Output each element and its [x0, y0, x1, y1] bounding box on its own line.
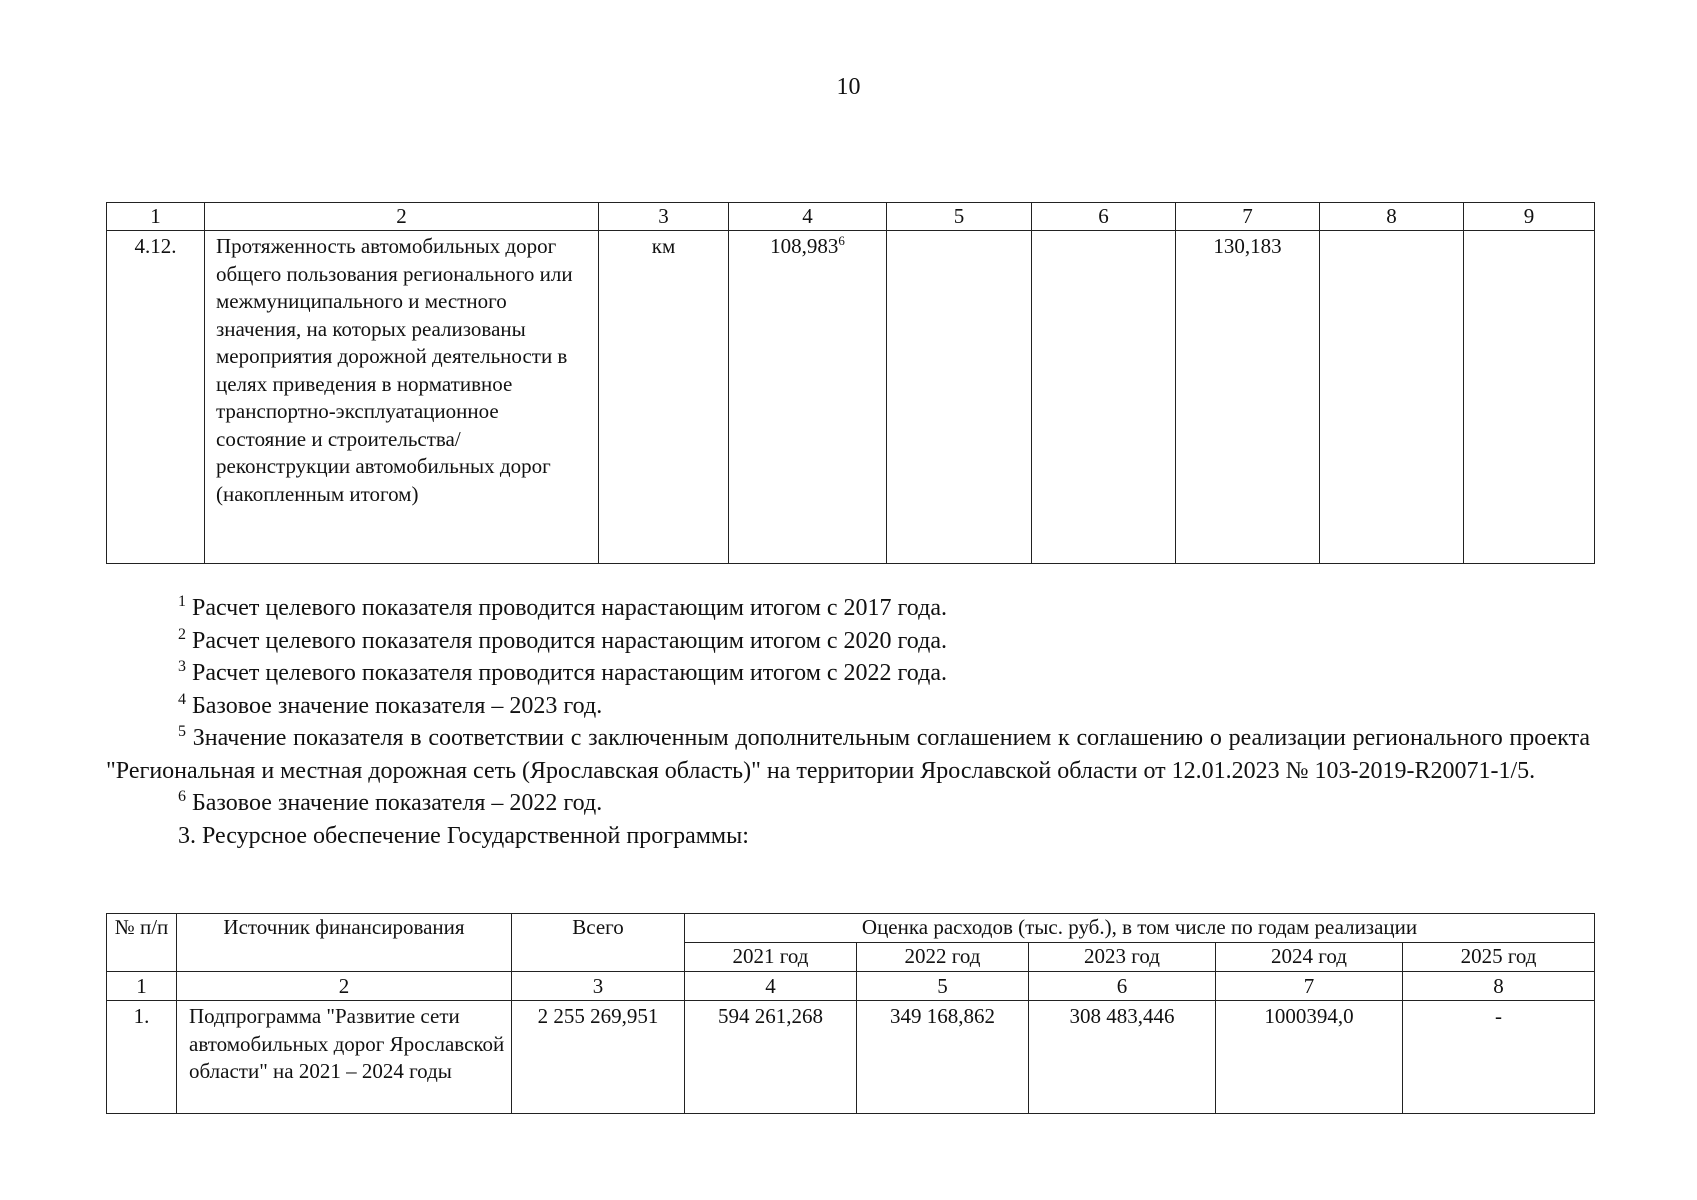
footnote-marker: 3: [178, 658, 186, 675]
footnote: [106, 592, 1590, 625]
header-cell: 1: [107, 203, 205, 231]
value-col5: [887, 231, 1032, 564]
footnote-text: Базовое значение показателя – 2022 год.: [186, 790, 603, 816]
footnote-text: Базовое значение показателя – 2023 год.: [186, 692, 603, 719]
funding-source: Подпрограмма "Развитие сети автомобильных дорог Ярославской области" на 2021 – 2024 годы: [177, 1001, 512, 1114]
column-number: 6: [1029, 972, 1216, 1001]
year-2024-cell: 1000394,0: [1216, 1001, 1403, 1114]
column-number: 3: [512, 972, 685, 1001]
indicator-table: [106, 202, 1595, 564]
column-number: 2: [177, 972, 512, 1001]
column-number: 1: [107, 972, 177, 1001]
resource-table: [106, 913, 1595, 1114]
unit-cell: км: [599, 231, 729, 564]
year-2021-cell: 594 261,268: [685, 1001, 857, 1114]
header-cell: 8: [1320, 203, 1464, 231]
header-year: 2023 год: [1029, 943, 1216, 972]
footnote-text: Расчет целевого показателя проводится нарастающим итогом с 2017 года.: [186, 595, 947, 621]
column-number: 8: [1403, 972, 1595, 1001]
header-year: 2022 год: [857, 943, 1029, 972]
resource-colnum-row: [107, 972, 1595, 1001]
header-year: 2025 год: [1403, 943, 1595, 972]
header-cell: 5: [887, 203, 1032, 231]
footnote-marker: 1: [178, 593, 186, 610]
header-cell: 4: [729, 203, 887, 231]
indicator-name: Протяженность автомобильных дорог общего пользования регионального или межмуниципального и местного значения, на которых реализованы мероприятия дорожной деятельности в целях приведения в нормативное транспортно-эксплуатационное состояние и строительства/реконструкции автомобильных дорог (накопленным итогом): [205, 231, 599, 564]
header-cell: 9: [1464, 203, 1595, 231]
footnote: [106, 690, 1590, 723]
page-number: 10: [836, 74, 861, 100]
row-number: 1.: [107, 1001, 177, 1114]
column-number: 4: [685, 972, 857, 1001]
column-number: 5: [857, 972, 1029, 1001]
indicator-header-row: [107, 203, 1595, 231]
header-total: Всего: [512, 914, 685, 972]
header-cell: 6: [1032, 203, 1176, 231]
value-col6: [1032, 231, 1176, 564]
value-col4-number: 108,983: [770, 234, 839, 258]
footnote-ref: 6: [838, 233, 845, 248]
header-cell: 7: [1176, 203, 1320, 231]
total-cell: 2 255 269,951: [512, 1001, 685, 1114]
section-title: 3. Ресурсное обеспечение Государственной программы:: [178, 822, 749, 849]
value-col9: [1464, 231, 1595, 564]
header-cell: 2: [205, 203, 599, 231]
footnote-marker: 4: [178, 690, 186, 708]
footnote-marker: 2: [178, 625, 186, 643]
footnote: [106, 787, 1590, 820]
footnote-text: Расчет целевого показателя проводится нарастающим итогом с 2020 года.: [186, 627, 947, 654]
footnotes: [106, 592, 1590, 852]
header-num: № п/п: [107, 914, 177, 972]
resource-header-row: [107, 914, 1595, 943]
footnote: [106, 657, 1590, 690]
indicator-row: [107, 231, 1595, 564]
resource-row: [107, 1001, 1595, 1114]
year-2023-cell: 308 483,446: [1029, 1001, 1216, 1114]
column-number: 7: [1216, 972, 1403, 1001]
footnote: [106, 722, 1590, 787]
year-2022-cell: 349 168,862: [857, 1001, 1029, 1114]
value-col7: 130,183: [1176, 231, 1320, 564]
header-year: 2021 год: [685, 943, 857, 972]
footnote-text: Расчет целевого показателя проводится нарастающим итогом с 2022 года.: [186, 660, 947, 686]
value-col4: [729, 231, 887, 564]
header-source: Источник финансирования: [177, 914, 512, 972]
value-col8: [1320, 231, 1464, 564]
footnote-marker: 5: [178, 723, 186, 740]
header-year: 2024 год: [1216, 943, 1403, 972]
header-estimate: Оценка расходов (тыс. руб.), в том числе по годам реализации: [685, 914, 1595, 943]
footnote-text: Значение показателя в соответствии с заключенным дополнительным соглашением к соглашению о реализации регионального проекта "Региональная и местная дорожная сеть (Ярославская область)" на территории Ярославской области от 12.01.2023 № 103-2019-R20071-1/5.: [106, 725, 1590, 784]
header-cell: 3: [599, 203, 729, 231]
footnote: [106, 625, 1590, 658]
year-2025-cell: -: [1403, 1001, 1595, 1114]
footnote-marker: 6: [178, 788, 186, 805]
row-number: 4.12.: [107, 231, 205, 564]
